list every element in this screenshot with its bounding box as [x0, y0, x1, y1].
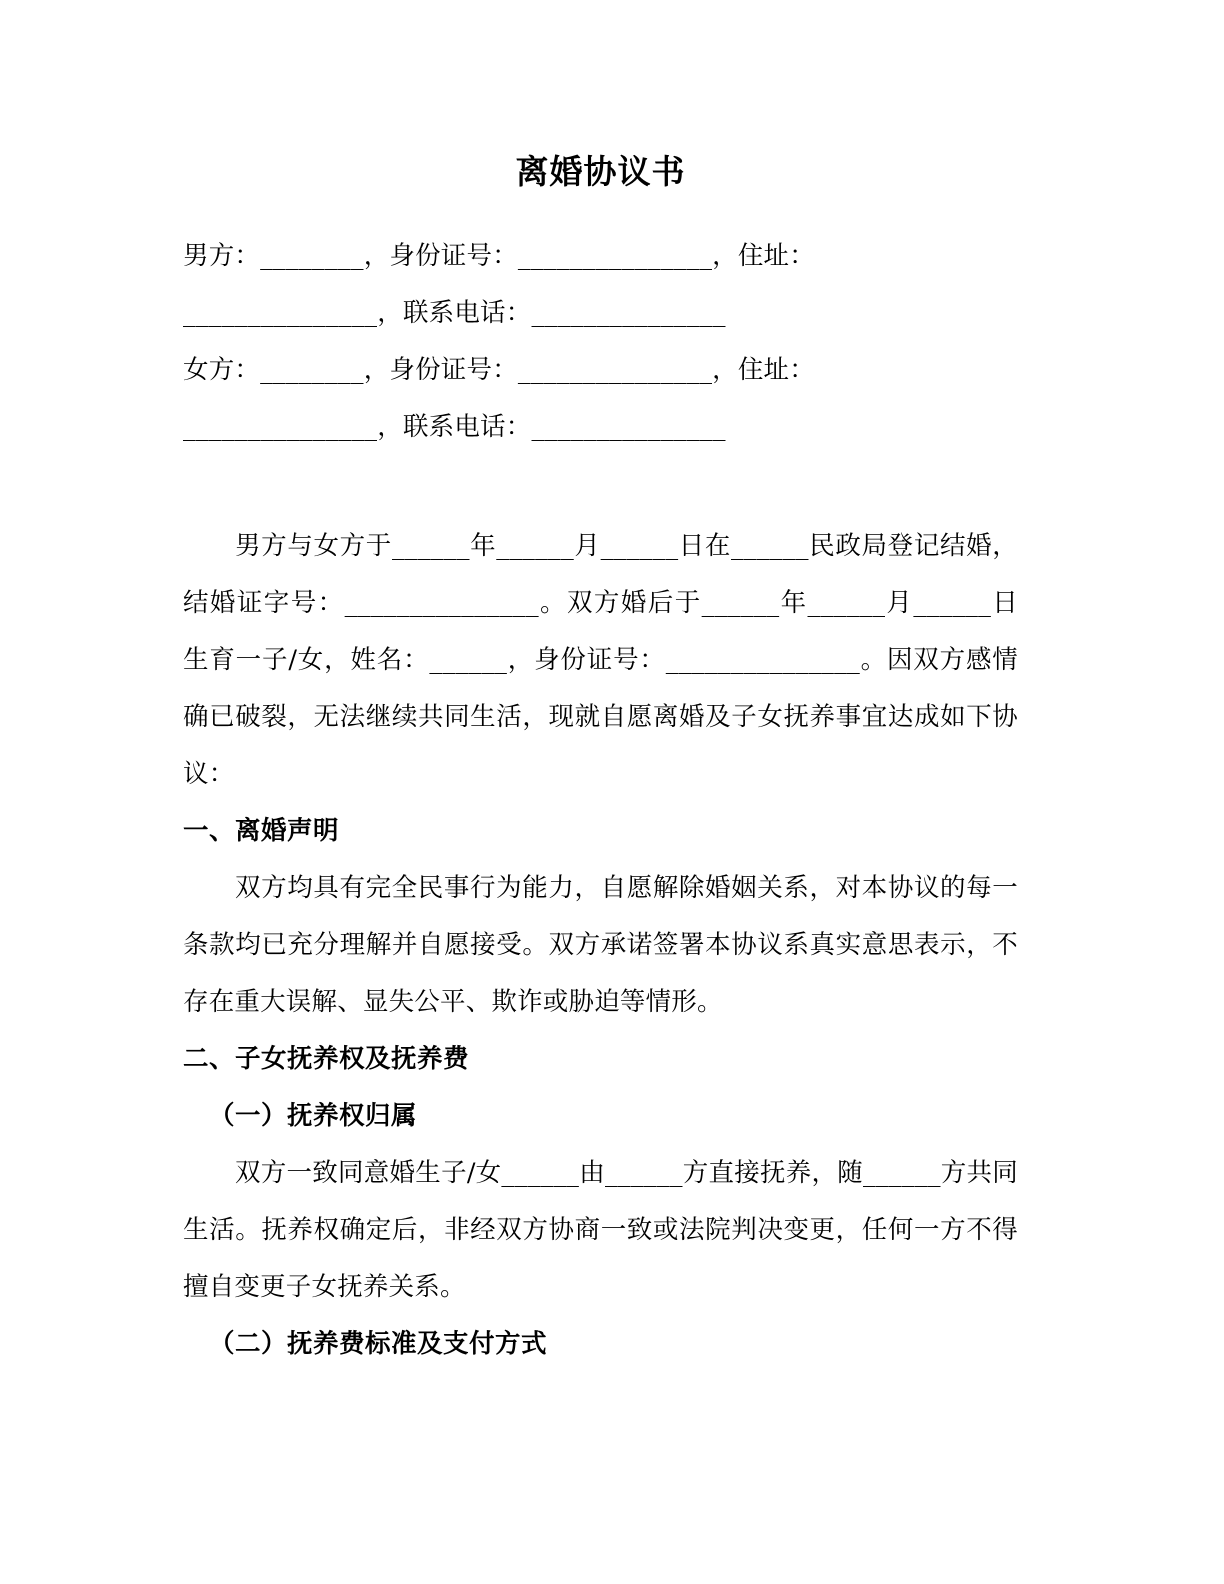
section-child-custody-and-support — [183, 1031, 1018, 1373]
wife-info-line-2: _______________，联系电话：_______________ — [183, 411, 726, 442]
subsection-heading-2-1: （一）抚养权归属 — [209, 1100, 418, 1131]
page-title: 离婚协议书 — [515, 152, 686, 191]
preamble-block — [183, 518, 1018, 803]
party-information-block — [183, 228, 1018, 456]
subsection-heading-2-2: （二）抚养费标准及支付方式 — [209, 1328, 548, 1359]
husband-info-line-1: 男方：________，身份证号：_______________，住址： — [183, 240, 815, 271]
section-body-1: 双方均具有完全民事行为能力，自愿解除婚姻关系，对本协议的每一条款均已充分理解并自愿接受。双方承诺签署本协议系真实意思表示，不存在重大误解、显失公平、欺诈或胁迫等情形。 — [183, 872, 1018, 1017]
wife-info-line-1: 女方：________，身份证号：_______________，住址： — [183, 354, 815, 385]
section-divorce-declaration — [183, 803, 1018, 1031]
document-content — [183, 0, 1018, 1373]
husband-info-line-2: _______________，联系电话：_______________ — [183, 297, 726, 328]
subsection-body-2-1: 双方一致同意婚生子/女______由______方直接抚养，随______方共同生活。抚养权确定后，非经双方协商一致或法院判决变更，任何一方不得擅自变更子女抚养关系。 — [183, 1157, 1018, 1302]
preamble-paragraph: 男方与女方于______年______月______日在______民政局登记结婚，结婚证字号：_______________。双方婚后于______年______月______日生育一子/女，姓名：______，身份证号：_______________。因双方感情确已破裂，无法继续共同生活，现就自愿离婚及子女抚养事宜达成如下协议： — [183, 530, 1018, 789]
section-heading-1: 一、离婚声明 — [183, 815, 340, 846]
section-heading-2: 二、子女抚养权及抚养费 — [183, 1043, 470, 1074]
